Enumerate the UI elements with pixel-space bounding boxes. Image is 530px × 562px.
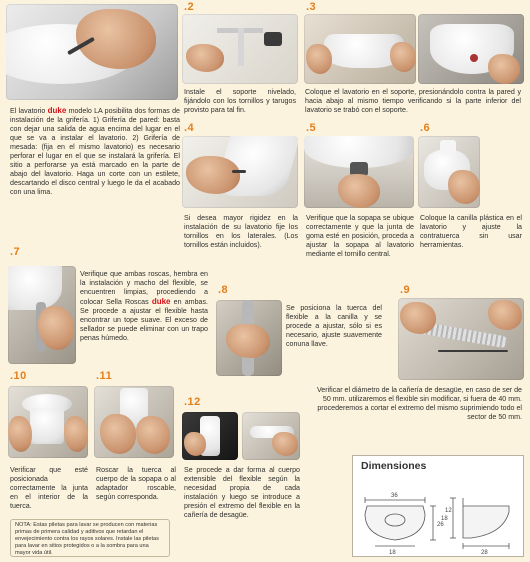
step-9-number: .9 <box>400 284 411 296</box>
photo-step-12b <box>242 412 300 460</box>
step-10-number: .10 <box>10 370 27 382</box>
photo-step-8 <box>216 300 282 376</box>
step-4-text: Si desea mayor rigidez en la instalación de su lavatorio fije los tornillos en los laterales. (Los tornillos están incluidos). <box>184 214 298 249</box>
dimensions-diagram <box>353 476 523 556</box>
dimensions-box <box>352 455 524 557</box>
photo-step-1 <box>6 4 178 100</box>
step-11-number: .11 <box>96 370 113 382</box>
step-9-text: Verificar el diámetro de la cañería de desagüe, en caso de ser de 50 mm. utilizaremos el flexible sin modificar, si fuera de 40 mm. procederemos a cortar el extremo del mismo suprimiendo todo el sector de 50 mm. <box>316 386 522 421</box>
step-4-number: .4 <box>184 122 195 134</box>
step-12-text: Se procede a dar forma al cuerpo extensible del flexible según la necesidad propia de cada instalación y luego se introduce a presión el extremo del flexible en la cañería de desagüe. <box>184 466 300 519</box>
photo-step-9 <box>398 298 524 380</box>
nota-text: NOTA: Estas piletas para lavar se producen con materias primas de primera calidad y aditivos que retardan el envejecimiento contra los rayos solares. Instale las piletas para lavar en sitios protegidos o a la sombra para una mayor vida útil. <box>15 522 159 556</box>
photo-step-12a <box>182 412 238 460</box>
dim-height-label: 26 <box>437 522 444 528</box>
step-6-number: .6 <box>420 122 431 134</box>
step-5-number: .5 <box>306 122 317 134</box>
step-12-number: .12 <box>184 396 201 408</box>
step-2-text: Instale el soporte nivelado, fijándolo con los tornillos y tarugos provisto para tal fin. <box>184 88 296 114</box>
step-7-text-b: en ambas. Se procede a ajustar el flexible hasta encontrar un tope suave. El exceso de sellador se puede eliminar con un trapo penas húmedo. <box>80 298 208 342</box>
photo-step-11 <box>94 386 174 458</box>
intro-lead: El lavatorio <box>10 107 46 115</box>
duke-brand-label: duke <box>151 297 171 306</box>
dim-width-label: 36 <box>391 493 398 499</box>
step-5-text: Verifique que la sopapa se ubique correctamente y que la junta de goma esté en posición, proceda a ajustar la sopapa al lavatorio mediante el tornillo central. <box>306 214 414 258</box>
step-2-number: .2 <box>184 1 195 13</box>
dim-depth-b-label: 12 <box>445 508 452 514</box>
step-7-text <box>80 270 208 343</box>
nota-box <box>10 519 170 557</box>
step-10-text: Verificar que esté posicionada correctamente la junta en el interior de la tuerca. <box>10 466 88 510</box>
photo-step-3b <box>418 14 524 84</box>
dim-base-label: 18 <box>389 550 396 556</box>
step-8-text: Se posiciona la tuerca del flexible a la canilla y se procede a ajustar, sólo si es necesario, ajuste suavemente conuna llave. <box>286 304 382 348</box>
step-6-text: Coloque la canilla plástica en el lavatorio y ajuste la contratuerca sin usar herramientas. <box>420 214 522 249</box>
photo-step-3a <box>304 14 416 84</box>
photo-step-4 <box>182 136 298 208</box>
step-11-text: Roscar la tuerca al cuerpo de la sopapa o al adaptador roscable, según corresponda. <box>96 466 176 501</box>
step-3-number: .3 <box>306 1 317 13</box>
dim-side-label: 28 <box>481 550 488 556</box>
step-7-number: .7 <box>10 246 21 258</box>
photo-step-10 <box>8 386 88 458</box>
step-8-number: .8 <box>218 284 229 296</box>
photo-step-7 <box>8 266 76 364</box>
dimensions-title: Dimensiones <box>361 460 427 472</box>
photo-step-2 <box>182 14 298 84</box>
photo-step-5 <box>304 136 414 208</box>
step-3-text: Coloque el lavatorio en el soporte, presionándolo contra la pared y hacia abajo al mismo tiempo verificando si la parte inferior del lavatorio se trabó con el soporte. <box>305 88 521 114</box>
intro-text <box>10 106 180 197</box>
intro-body: modelo LA posibilita dos formas de instalación de la grifería. 1) Grifería de pared: basta con dejar una salida de agua encima del lugar en el que se va a instalar el lavatorio. 2) Grifería de mesada: (fija en el mismo lavatorio) es necesario perforar el lugar en el que se instalará la grifería. El sitio a perforarse ya está marcado en la parte de abajo del lavatorio. Haga un corte con un estilete, descartando el disco central y luego le da el acabado con una lima. <box>10 107 180 196</box>
step-7-text-a: Verifique que ambas roscas, hembra en la instalación y macho del flexible, se encuentren limpias, procediendo a colocar Sella Roscas <box>80 270 208 306</box>
photo-step-6 <box>418 136 480 208</box>
dim-depth-a-label: 18 <box>441 516 448 522</box>
duke-brand-label: duke <box>47 106 67 115</box>
